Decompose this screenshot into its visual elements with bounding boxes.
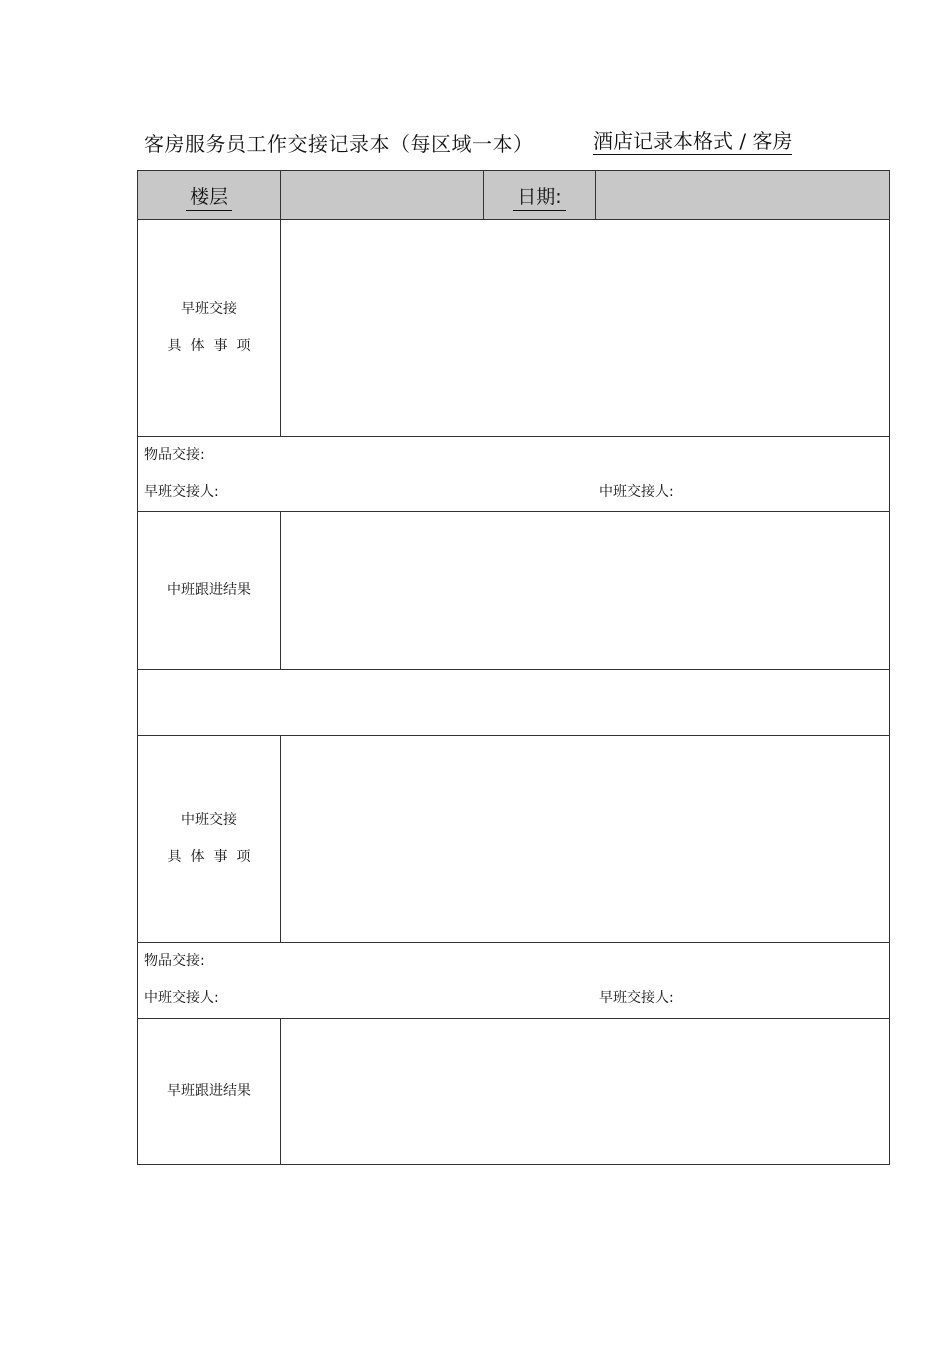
middle-items-label-line1: 中班交接 — [181, 812, 237, 828]
date-label: 日期: — [513, 186, 565, 211]
middle-followup-content[interactable] — [281, 512, 890, 670]
morning-receiver-label: 早班交接人: — [599, 990, 674, 1006]
floor-value-cell[interactable] — [281, 171, 484, 220]
floor-label-cell — [138, 171, 281, 220]
date-label-cell — [484, 171, 596, 220]
morning-followup-row — [138, 1019, 890, 1165]
morning-items-label-line2: 具体事项 — [167, 338, 260, 354]
middle-goods-row — [138, 943, 890, 1019]
morning-items-label — [138, 220, 281, 437]
morning-followup-content[interactable] — [281, 1019, 890, 1165]
middle-receiver-label: 中班交接人: — [599, 484, 674, 500]
blank-row — [138, 670, 890, 736]
middle-followup-row — [138, 512, 890, 670]
morning-goods-cell[interactable] — [138, 437, 890, 512]
morning-goods-label: 物品交接: — [144, 447, 205, 463]
date-value-cell[interactable] — [596, 171, 890, 220]
middle-goods-label: 物品交接: — [144, 953, 205, 969]
middle-handover-person-label: 中班交接人: — [144, 990, 219, 1006]
morning-handover-person-label: 早班交接人: — [144, 484, 219, 500]
middle-items-label-line2: 具体事项 — [167, 849, 260, 865]
morning-items-label-line1: 早班交接 — [181, 301, 237, 317]
form-subtitle: 酒店记录本格式 / 客房 — [593, 129, 793, 153]
middle-goods-cell[interactable] — [138, 943, 890, 1019]
middle-items-label — [138, 736, 281, 943]
header-row — [138, 171, 890, 220]
floor-label: 楼层 — [186, 186, 232, 211]
middle-items-content[interactable] — [281, 736, 890, 943]
handover-table — [137, 170, 890, 1165]
morning-followup-label: 早班跟进结果 — [138, 1019, 281, 1165]
middle-followup-label: 中班跟进结果 — [138, 512, 281, 670]
morning-goods-row — [138, 437, 890, 512]
blank-cell[interactable] — [138, 670, 890, 736]
middle-items-row — [138, 736, 890, 943]
morning-items-content[interactable] — [281, 220, 890, 437]
handover-form — [137, 170, 889, 1165]
form-title: 客房服务员工作交接记录本（每区域一本） — [144, 132, 534, 156]
morning-items-row — [138, 220, 890, 437]
